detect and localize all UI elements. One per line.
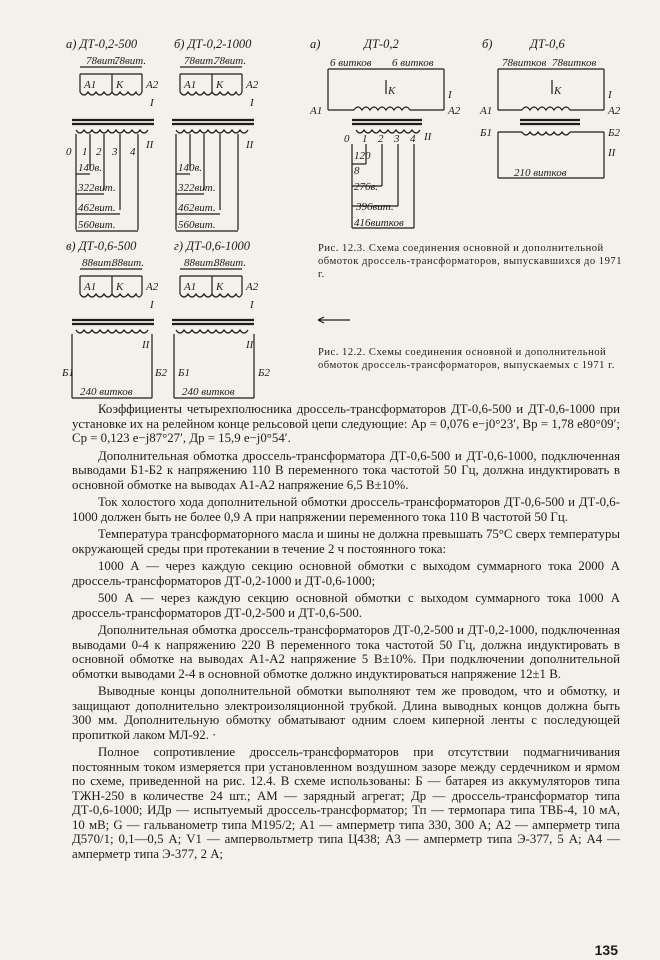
svg-text:ДТ-0,6: ДТ-0,6 bbox=[530, 37, 565, 51]
paragraph-additional-winding-06: Дополнительная обмотка дроссель-трансформатора ДТ-0,6-500 и ДТ-0,6-1000, подключенная выводами Б1-Б2 к напряжению 110 В переменного тока частотой 50 Гц, должна индуктировать в основной обмотке на выводах А1-А2 напряжение 6,5 В±10%. bbox=[72, 448, 620, 492]
svg-text:210 витков: 210 витков bbox=[514, 167, 567, 179]
svg-text:462вит.: 462вит. bbox=[78, 202, 116, 214]
svg-text:88вит.: 88вит. bbox=[82, 257, 115, 269]
svg-text:240 витков: 240 витков bbox=[80, 386, 133, 398]
svg-text:78витков: 78витков bbox=[502, 57, 547, 69]
svg-text:А1: А1 bbox=[84, 281, 97, 293]
caption-fig-12-3: Рис. 12.3. Схема соединения основной и дополнительной обмоток дроссель-трансформаторов, выпускавшихся до 1971 г. bbox=[318, 243, 622, 280]
svg-text:0: 0 bbox=[66, 146, 72, 158]
svg-text:Б1: Б1 bbox=[178, 367, 190, 379]
svg-text:К: К bbox=[216, 79, 224, 91]
svg-text:А1: А1 bbox=[184, 79, 197, 91]
svg-text:ДТ-0,2: ДТ-0,2 bbox=[364, 37, 399, 51]
svg-text:560вит.: 560вит. bbox=[178, 219, 216, 231]
diagram-a-title: а) ДТ-0,2-500 bbox=[66, 37, 138, 51]
svg-text:1: 1 bbox=[82, 146, 88, 158]
svg-text:322вит.: 322вит. bbox=[78, 182, 116, 194]
svg-text:Б2: Б2 bbox=[155, 367, 167, 379]
svg-text:4: 4 bbox=[410, 133, 416, 145]
svg-text:462вит.: 462вит. bbox=[178, 202, 216, 214]
svg-text:8: 8 bbox=[354, 165, 360, 177]
svg-text:А2: А2 bbox=[246, 281, 259, 293]
diagram-dt06 bbox=[479, 37, 621, 179]
svg-text:6 витков: 6 витков bbox=[330, 57, 372, 69]
svg-text:б): б) bbox=[482, 37, 493, 51]
diagram-dt02 bbox=[309, 37, 461, 229]
svg-text:Б1: Б1 bbox=[480, 127, 492, 139]
svg-text:А2: А2 bbox=[608, 105, 621, 117]
paragraph-500a: 500 А — через каждую секцию основной обмотки с выходом суммарного тока 1000 А дроссель-трансформаторов ДТ-0,2-500 и ДТ-0,6-500. bbox=[72, 591, 620, 620]
paragraph-leads: Выводные концы дополнительной обмотки выполняют тем же проводом, что и обмотку, и защищают дополнительно электроизоляционной трубкой. Длина выводных концов должна быть 300 мм. Дополнительную обмотку обматывают одним слоем киперной ленты с последующей пропиткой лаком МЛ-92. · bbox=[72, 684, 620, 742]
svg-text:78витков: 78витков bbox=[552, 57, 597, 69]
diagram-a bbox=[66, 37, 159, 231]
svg-text:2: 2 bbox=[96, 146, 102, 158]
svg-text:240 витков: 240 витков bbox=[182, 386, 235, 398]
svg-text:К: К bbox=[116, 79, 124, 91]
svg-text:К: К bbox=[388, 85, 396, 97]
svg-text:0: 0 bbox=[344, 133, 350, 145]
svg-text:II: II bbox=[608, 147, 616, 159]
diagram-g bbox=[172, 239, 270, 398]
svg-text:88вит.: 88вит. bbox=[112, 257, 145, 269]
paragraph-impedance: Полное сопротивление дроссель-трансформаторов при отсутствии подмагничивания постоянным током измеряется при установленном воздушном зазоре между сердечником и ярмом по схеме, приведенной на рис. 12.4. В схеме использованы: Б — батарея из аккумуляторов типа ТЖН-250 в количестве 24 шт.; АМ — зарядный агрегат; Др — дроссель-трансформатор типа ДТ-0,6-1000; ИДр — испытуемый дроссель-трансформатор; Тп — термопара типа ТВБ-4, 10 мА, 10 мВ; G — гальванометр типа М195/2; А1 — амперметр типа 330, 300 А; А2 — амперметр типа Д570/1; 0,1—0,5 А; V1 — ампервольтметр типа Ц438; А3 — амперметр типа Э-377, 5 А; А4 — амперметр типа Э-377, 2 А; bbox=[72, 745, 620, 861]
svg-text:6 витков: 6 витков bbox=[392, 57, 434, 69]
svg-text:А1: А1 bbox=[84, 79, 97, 91]
svg-text:1: 1 bbox=[362, 133, 368, 145]
svg-text:I: I bbox=[150, 299, 154, 311]
arrow-icon bbox=[316, 315, 352, 325]
paragraph-coefficients: Коэффициенты четырехполюсника дроссель-трансформаторов ДТ-0,6-500 и ДТ-0,6-1000 при установке их на релейном конце рельсовой цепи следующие: Aр = 0,076 e−j0°23′, Bр = 1,78 e80°09′; Cр = 0,123 e−j87°27′, Др = 15,9 e−j0°54′. bbox=[72, 402, 620, 445]
svg-text:I: I bbox=[250, 299, 254, 311]
svg-text:322вит.: 322вит. bbox=[178, 182, 216, 194]
figure-12-2 bbox=[62, 30, 282, 402]
svg-text:А2: А2 bbox=[146, 281, 159, 293]
svg-text:I: I bbox=[250, 97, 254, 109]
diagram-b bbox=[172, 37, 259, 231]
svg-text:А2: А2 bbox=[448, 105, 461, 117]
paragraph-additional-winding-02: Дополнительная обмотка дроссель-трансформаторов ДТ-0,2-500 и ДТ-0,2-1000, подключенная выводами 0-4 к напряжению 220 В переменного тока частотой 50 Гц, должна индуктировать в основной обмотке на выводах А1-А2 напряжение 5 В±10%. При подключении дополнительной обмотки выводами 2-4 в основной обмотке должно индуктироваться напряжение 12±1 В. bbox=[72, 623, 620, 681]
svg-text:2: 2 bbox=[378, 133, 384, 145]
diagram-b-title: б) ДТ-0,2-1000 bbox=[174, 37, 252, 51]
svg-text:276в.: 276в. bbox=[354, 181, 379, 193]
svg-text:396вит.: 396вит. bbox=[356, 201, 394, 213]
svg-text:А2: А2 bbox=[146, 79, 159, 91]
svg-text:А1: А1 bbox=[310, 105, 323, 117]
svg-text:560вит.: 560вит. bbox=[78, 219, 116, 231]
diagram-v bbox=[62, 239, 167, 398]
svg-text:3: 3 bbox=[112, 146, 118, 158]
svg-text:I: I bbox=[608, 89, 612, 101]
svg-text:К: К bbox=[216, 281, 224, 293]
svg-text:4: 4 bbox=[130, 146, 136, 158]
paragraph-temperature: Температура трансформаторного масла и шины не должна превышать 75°С сверх температуры окружающей среды при протекании в течение 2 ч постоянного тока: bbox=[72, 527, 620, 556]
svg-text:78вит.: 78вит. bbox=[86, 55, 119, 67]
svg-text:3: 3 bbox=[394, 133, 400, 145]
svg-text:II: II bbox=[246, 139, 254, 151]
svg-text:II: II bbox=[146, 139, 154, 151]
svg-text:78вит.: 78вит. bbox=[184, 55, 217, 67]
svg-text:140в.: 140в. bbox=[78, 162, 103, 174]
svg-text:78вит.: 78вит. bbox=[214, 55, 247, 67]
svg-text:Б2: Б2 bbox=[258, 367, 270, 379]
svg-text:Б2: Б2 bbox=[608, 127, 620, 139]
svg-text:88вит.: 88вит. bbox=[184, 257, 217, 269]
svg-text:А1: А1 bbox=[480, 105, 493, 117]
svg-text:Б1: Б1 bbox=[62, 367, 74, 379]
svg-text:140в.: 140в. bbox=[178, 162, 203, 174]
svg-text:К: К bbox=[554, 85, 562, 97]
figure-12-3 bbox=[308, 32, 628, 240]
body-text bbox=[72, 402, 620, 864]
svg-text:А2: А2 bbox=[246, 79, 259, 91]
svg-text:К: К bbox=[116, 281, 124, 293]
diagram-v-title: в) ДТ-0,6-500 bbox=[66, 239, 137, 253]
svg-text:А1: А1 bbox=[184, 281, 197, 293]
svg-text:88вит.: 88вит. bbox=[214, 257, 247, 269]
paragraph-idle-current: Ток холостого хода дополнительной обмотки дроссель-трансформаторов ДТ-0,6-500 и ДТ-0,6-1000 должен быть не более 0,9 А при напряжении переменного тока 110 В частотой 50 Гц. bbox=[72, 495, 620, 524]
svg-text:II: II bbox=[424, 131, 432, 143]
svg-text:I: I bbox=[448, 89, 452, 101]
svg-text:II: II bbox=[246, 339, 254, 351]
svg-text:120: 120 bbox=[354, 150, 371, 162]
page-number: 135 bbox=[594, 942, 618, 958]
svg-text:I: I bbox=[150, 97, 154, 109]
diagram-g-title: г) ДТ-0,6-1000 bbox=[174, 239, 251, 253]
caption-fig-12-2: Рис. 12.2. Схемы соединения основной и дополнительной обмоток дроссель-трансформаторов, выпускаемых с 1971 г. bbox=[318, 347, 615, 371]
paragraph-1000a: 1000 А — через каждую секцию основной обмотки с выходом суммарного тока 2000 А дроссель-трансформаторов ДТ-0,2-1000 и ДТ-0,6-1000; bbox=[72, 559, 620, 588]
svg-text:416витков: 416витков bbox=[354, 217, 404, 229]
svg-text:78вит.: 78вит. bbox=[114, 55, 147, 67]
svg-text:II: II bbox=[142, 339, 150, 351]
svg-text:а): а) bbox=[310, 37, 321, 51]
